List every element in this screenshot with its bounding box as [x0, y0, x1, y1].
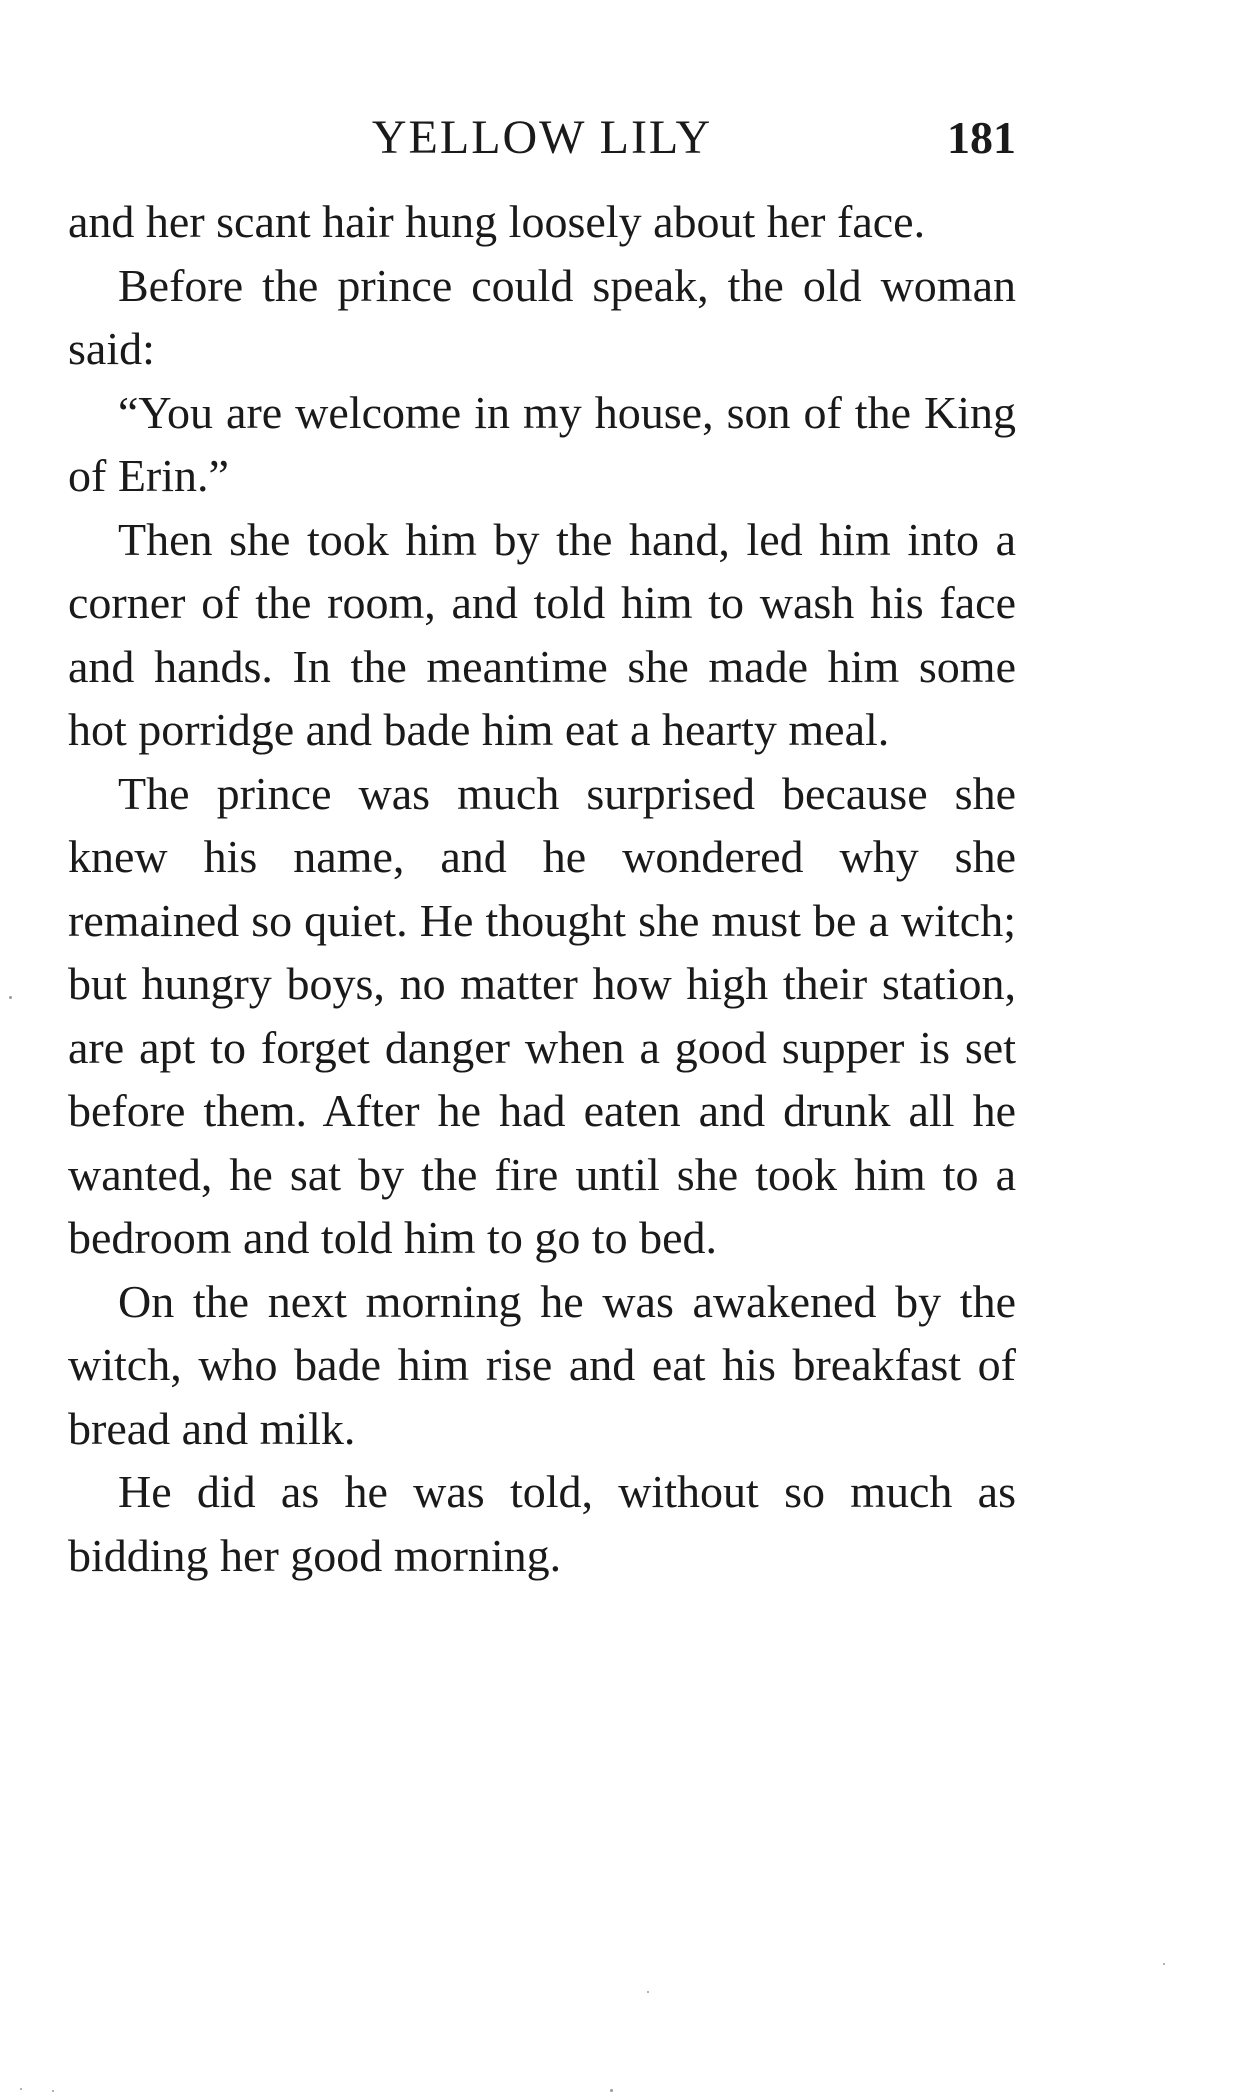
paragraph-7: He did as he was told, without so much as bidding her good morning.	[68, 1466, 1016, 1581]
paragraph-3: “You are welcome in my house, son of the King of Erin.”	[68, 386, 1016, 501]
scan-speck	[20, 2088, 22, 2090]
scan-speck	[1163, 1963, 1165, 1965]
page-header	[68, 108, 1016, 168]
paragraph-2: Before the prince could speak, the old woman said:	[68, 259, 1016, 374]
scan-speck	[52, 2090, 54, 2092]
scan-speck	[647, 1991, 649, 1993]
page-number: 181	[947, 112, 1016, 163]
paragraph-4: Then she took him by the hand, led him into a corner of the room, and told him to wash his face and hands. In the meantime she made him some hot porridge and bade him eat a hearty meal.	[68, 513, 1016, 755]
scan-speck	[9, 996, 12, 999]
paragraph-5: The prince was much surprised because she knew his name, and he wondered why she remained so quiet. He thought she must be a witch; but hungry boys, no matter how high their station, are apt to forget danger when a good supper is set before them. After he had eaten and drunk all he wanted, he sat by the fire until she took him to a bedroom and told him to go to bed.	[68, 767, 1016, 1263]
scan-speck	[610, 2089, 613, 2092]
paragraph-1: and her scant hair hung loosely about her face.	[68, 196, 926, 247]
running-title: YELLOW LILY	[371, 111, 713, 164]
body-text	[68, 190, 1016, 1587]
paragraph-6: On the next morning he was awakened by the witch, who bade him rise and eat his breakfast of bread and milk.	[68, 1275, 1016, 1454]
